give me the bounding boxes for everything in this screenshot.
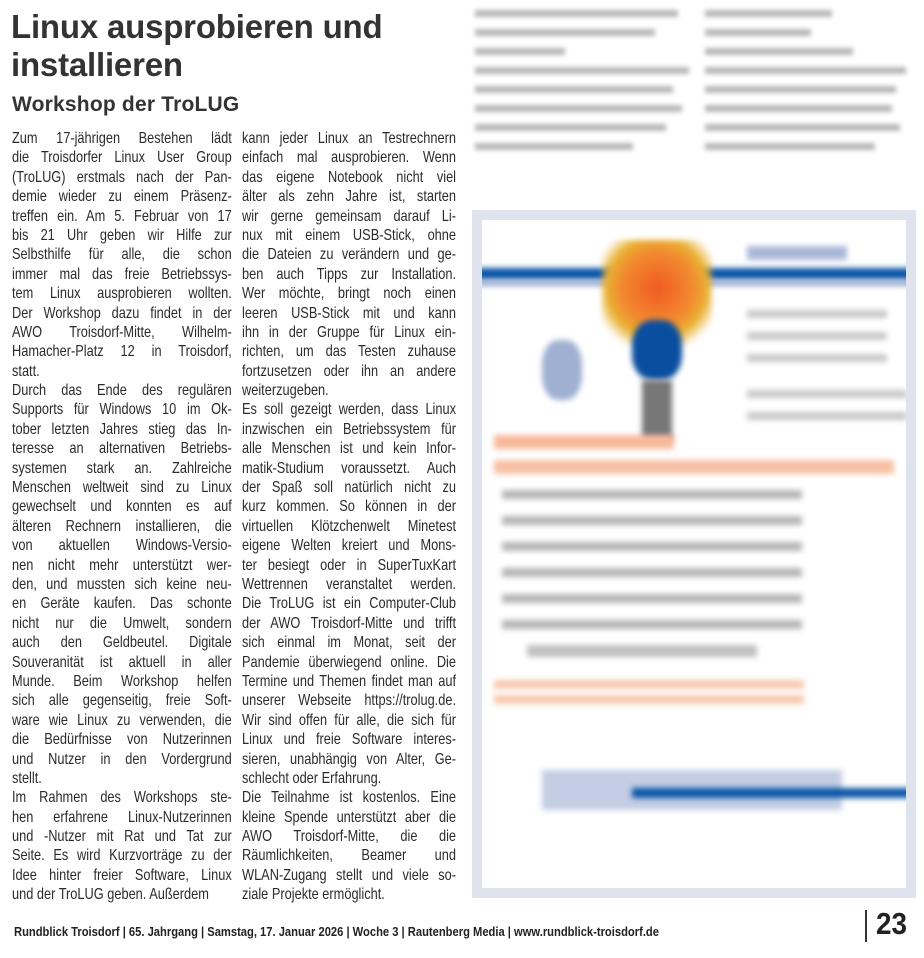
text-line: ziale Projekte ermöglicht. [242, 886, 385, 904]
text-line: unserer Webseite https://trolug.de. [242, 692, 457, 710]
text-line: der Spaß soll natürlich nicht zu [242, 479, 457, 497]
article-column-2 [242, 129, 456, 905]
article-column-1 [12, 129, 232, 905]
text-line: Die TroLUG ist ein Computer-Club [242, 595, 457, 613]
text-line: Durch das Ende des regulären [12, 382, 232, 400]
text-line: Hamacher-Platz 12 in Troisdorf, [12, 343, 232, 361]
text-line: sich alle gegenseitig, freie Soft- [12, 692, 232, 710]
ad-orange-footer-blur [494, 680, 804, 710]
text-line: einfach mal ausprobieren. Wenn [242, 149, 457, 167]
text-line: die Troisdorfer Linux User Group [12, 149, 232, 167]
text-line: sieren, unabhängig von Alter, Ge- [242, 750, 457, 768]
text-line: inzwischen ein Betriebssystem für [242, 420, 457, 438]
ad-orange-headline-2 [494, 460, 894, 474]
ad-heading-blur [747, 246, 847, 260]
text-line: hen erfahrene Linux-Nutzerinnen [12, 808, 232, 826]
text-line: stellt. [12, 769, 42, 787]
text-line: von aktuellen Windows-Versio- [12, 537, 232, 555]
article-title [11, 8, 382, 84]
article-subtitle: Workshop der TroLUG [12, 93, 240, 116]
text-line: eigene Welten kreiert und Mons- [242, 537, 457, 555]
text-line: Die Teilnahme ist kostenlos. Eine [242, 789, 457, 807]
text-line: und Nutzer in den Vordergrund [12, 750, 232, 768]
page-number: 23 [876, 906, 908, 941]
text-line: richten, um das Testen zuhause [242, 343, 457, 361]
title-line-2: installieren [11, 46, 183, 83]
text-line: kleine Spende unterstützt aber die [242, 808, 457, 826]
text-line: Wir sind offen für alle, die sich für [242, 711, 457, 729]
text-line: kurz kommen. So können in der [242, 498, 457, 516]
text-line: älter als zehn Jahre ist, starten [242, 188, 457, 206]
ad-contact-blur [747, 310, 887, 370]
text-line: Idee hinter freier Software, Linux [12, 866, 232, 884]
text-line: ter besiegt oder in SuperTuxKart [242, 556, 457, 574]
text-line: die Dateien zu verändern und ge- [242, 246, 457, 264]
text-line: WLAN-Zugang stellt und viele so- [242, 866, 457, 884]
blurred-article-right [705, 0, 917, 200]
text-line: ihn in der Gruppe für Linux ein- [242, 323, 457, 341]
text-line: bis 21 Uhr geben wir Hilfe zur [12, 226, 232, 244]
text-line: Es soll gezeigt werden, dass Linux [242, 401, 457, 419]
text-line: (TroLUG) erstmals nach der Pan- [12, 168, 232, 186]
ad-mascot-arm [542, 340, 582, 400]
ad-blue-band-bottom [632, 788, 916, 798]
text-line: schlecht oder Erfahrung. [242, 769, 382, 787]
text-line: Pandemie überwiegend online. Die [242, 653, 457, 671]
text-line: und der TroLUG geben. Außerdem [12, 886, 209, 904]
text-line: AWO Troisdorf-Mitte, die die [242, 828, 457, 846]
text-line: Souveranität ist aktuell in aller [12, 653, 232, 671]
text-line: Wettrennen veranstaltet werden. [242, 575, 457, 593]
title-line-1: Linux ausprobieren und [11, 8, 383, 45]
ad-mascot-leg [642, 380, 672, 440]
text-line: ben auch Tipps zur Installation. [242, 265, 457, 283]
text-line: Supports für Windows 10 im Ok- [12, 401, 232, 419]
text-line: der AWO Troisdorf-Mitte und trifft [242, 614, 457, 632]
text-line: die Bedürfnisse von Nutzerinnen [12, 731, 232, 749]
text-line: Selbsthilfe für alle, die schon [12, 246, 232, 264]
ad-list-last-blur [527, 645, 757, 657]
text-line: älteren Rechnern installieren, die [12, 517, 232, 535]
text-line: kann jeder Linux an Testrechnern [242, 130, 457, 147]
text-line: tober letzten Jahres stieg das In- [12, 420, 232, 438]
text-line: AWO Troisdorf-Mitte, Wilhelm- [12, 323, 232, 341]
text-line: Munde. Beim Workshop helfen [12, 672, 232, 690]
text-line: Termine und Themen findet man auf [242, 672, 457, 690]
text-line: demie wieder zu einem Präsenz- [12, 188, 232, 206]
text-line: Linux und freie Software interes- [242, 731, 457, 749]
text-line: Menschen weltweit sind zu Linux [12, 479, 232, 497]
text-line: systemen stark an. Zahlreiche [12, 459, 232, 477]
ad-orange-headline-1 [494, 435, 674, 449]
ad-mascot-blue [632, 320, 682, 380]
text-line: ware wie Linux zu verwenden, die [12, 711, 232, 729]
text-line: fortzusetzen oder ihn an andere [242, 362, 457, 380]
text-line: teresse an alternativen Betriebs- [12, 440, 232, 458]
text-line: gewechselt und konnten es auf [12, 498, 232, 516]
text-line: alle Menschen ist und kein Infor- [242, 440, 457, 458]
text-line: nen nicht mehr unterstützt wer- [12, 556, 232, 574]
text-line: wir gerne gemeinsam darauf Li- [242, 207, 457, 225]
blurred-article-left [475, 0, 700, 200]
text-line: nux mit einem USB-Stick, ohne [242, 226, 457, 244]
text-line: das eigene Notebook nicht viel [242, 168, 457, 186]
text-line: nicht nur die Umwelt, sondern [12, 614, 232, 632]
text-line: statt. [12, 362, 40, 380]
text-line: Zum 17-jährigen Bestehen lädt [12, 130, 232, 147]
text-line: leeren USB-Stick mit und kann [242, 304, 457, 322]
text-line: en Geräte kaufen. Das schonte [12, 595, 232, 613]
text-line: sich einmal im Monat, seit der [242, 634, 457, 652]
ad-contact-blur-2 [747, 390, 907, 430]
text-line: Wer möchte, bringt noch einen [242, 285, 457, 303]
text-line: treffen ein. Am 5. Februar von 17 [12, 207, 232, 225]
text-line: Im Rahmen des Workshops ste- [12, 789, 232, 807]
ad-list-blur [502, 490, 802, 630]
text-line: den, und mussten sich keine neu- [12, 575, 232, 593]
text-line: Räumlichkeiten, Beamer und [242, 847, 457, 865]
text-line: Der Workshop dazu findet in der [12, 304, 232, 322]
text-line: matik-Studium voraussetzt. Auch [242, 459, 457, 477]
text-line: Seite. Es wird Kurzvorträge zu der [12, 847, 232, 865]
text-line: weiterzugeben. [242, 382, 329, 400]
footer-divider [865, 910, 867, 942]
text-line: immer mal das freie Betriebssys- [12, 265, 232, 283]
text-line: und -Nutzer mit Rat und Tat zur [12, 828, 232, 846]
text-line: auch den Geldbeutel. Digitale [12, 634, 232, 652]
advertisement-blurred[interactable] [472, 210, 916, 898]
page-footer: Rundblick Troisdorf | 65. Jahrgang | Samstag, 17. Januar 2026 | Woche 3 | Rautenberg Media | www.rundblick-troisdorf.de [14, 924, 659, 939]
text-line: tem Linux ausprobieren wollten. [12, 285, 232, 303]
text-line: virtuellen Klötzchenwelt Minetest [242, 517, 457, 535]
